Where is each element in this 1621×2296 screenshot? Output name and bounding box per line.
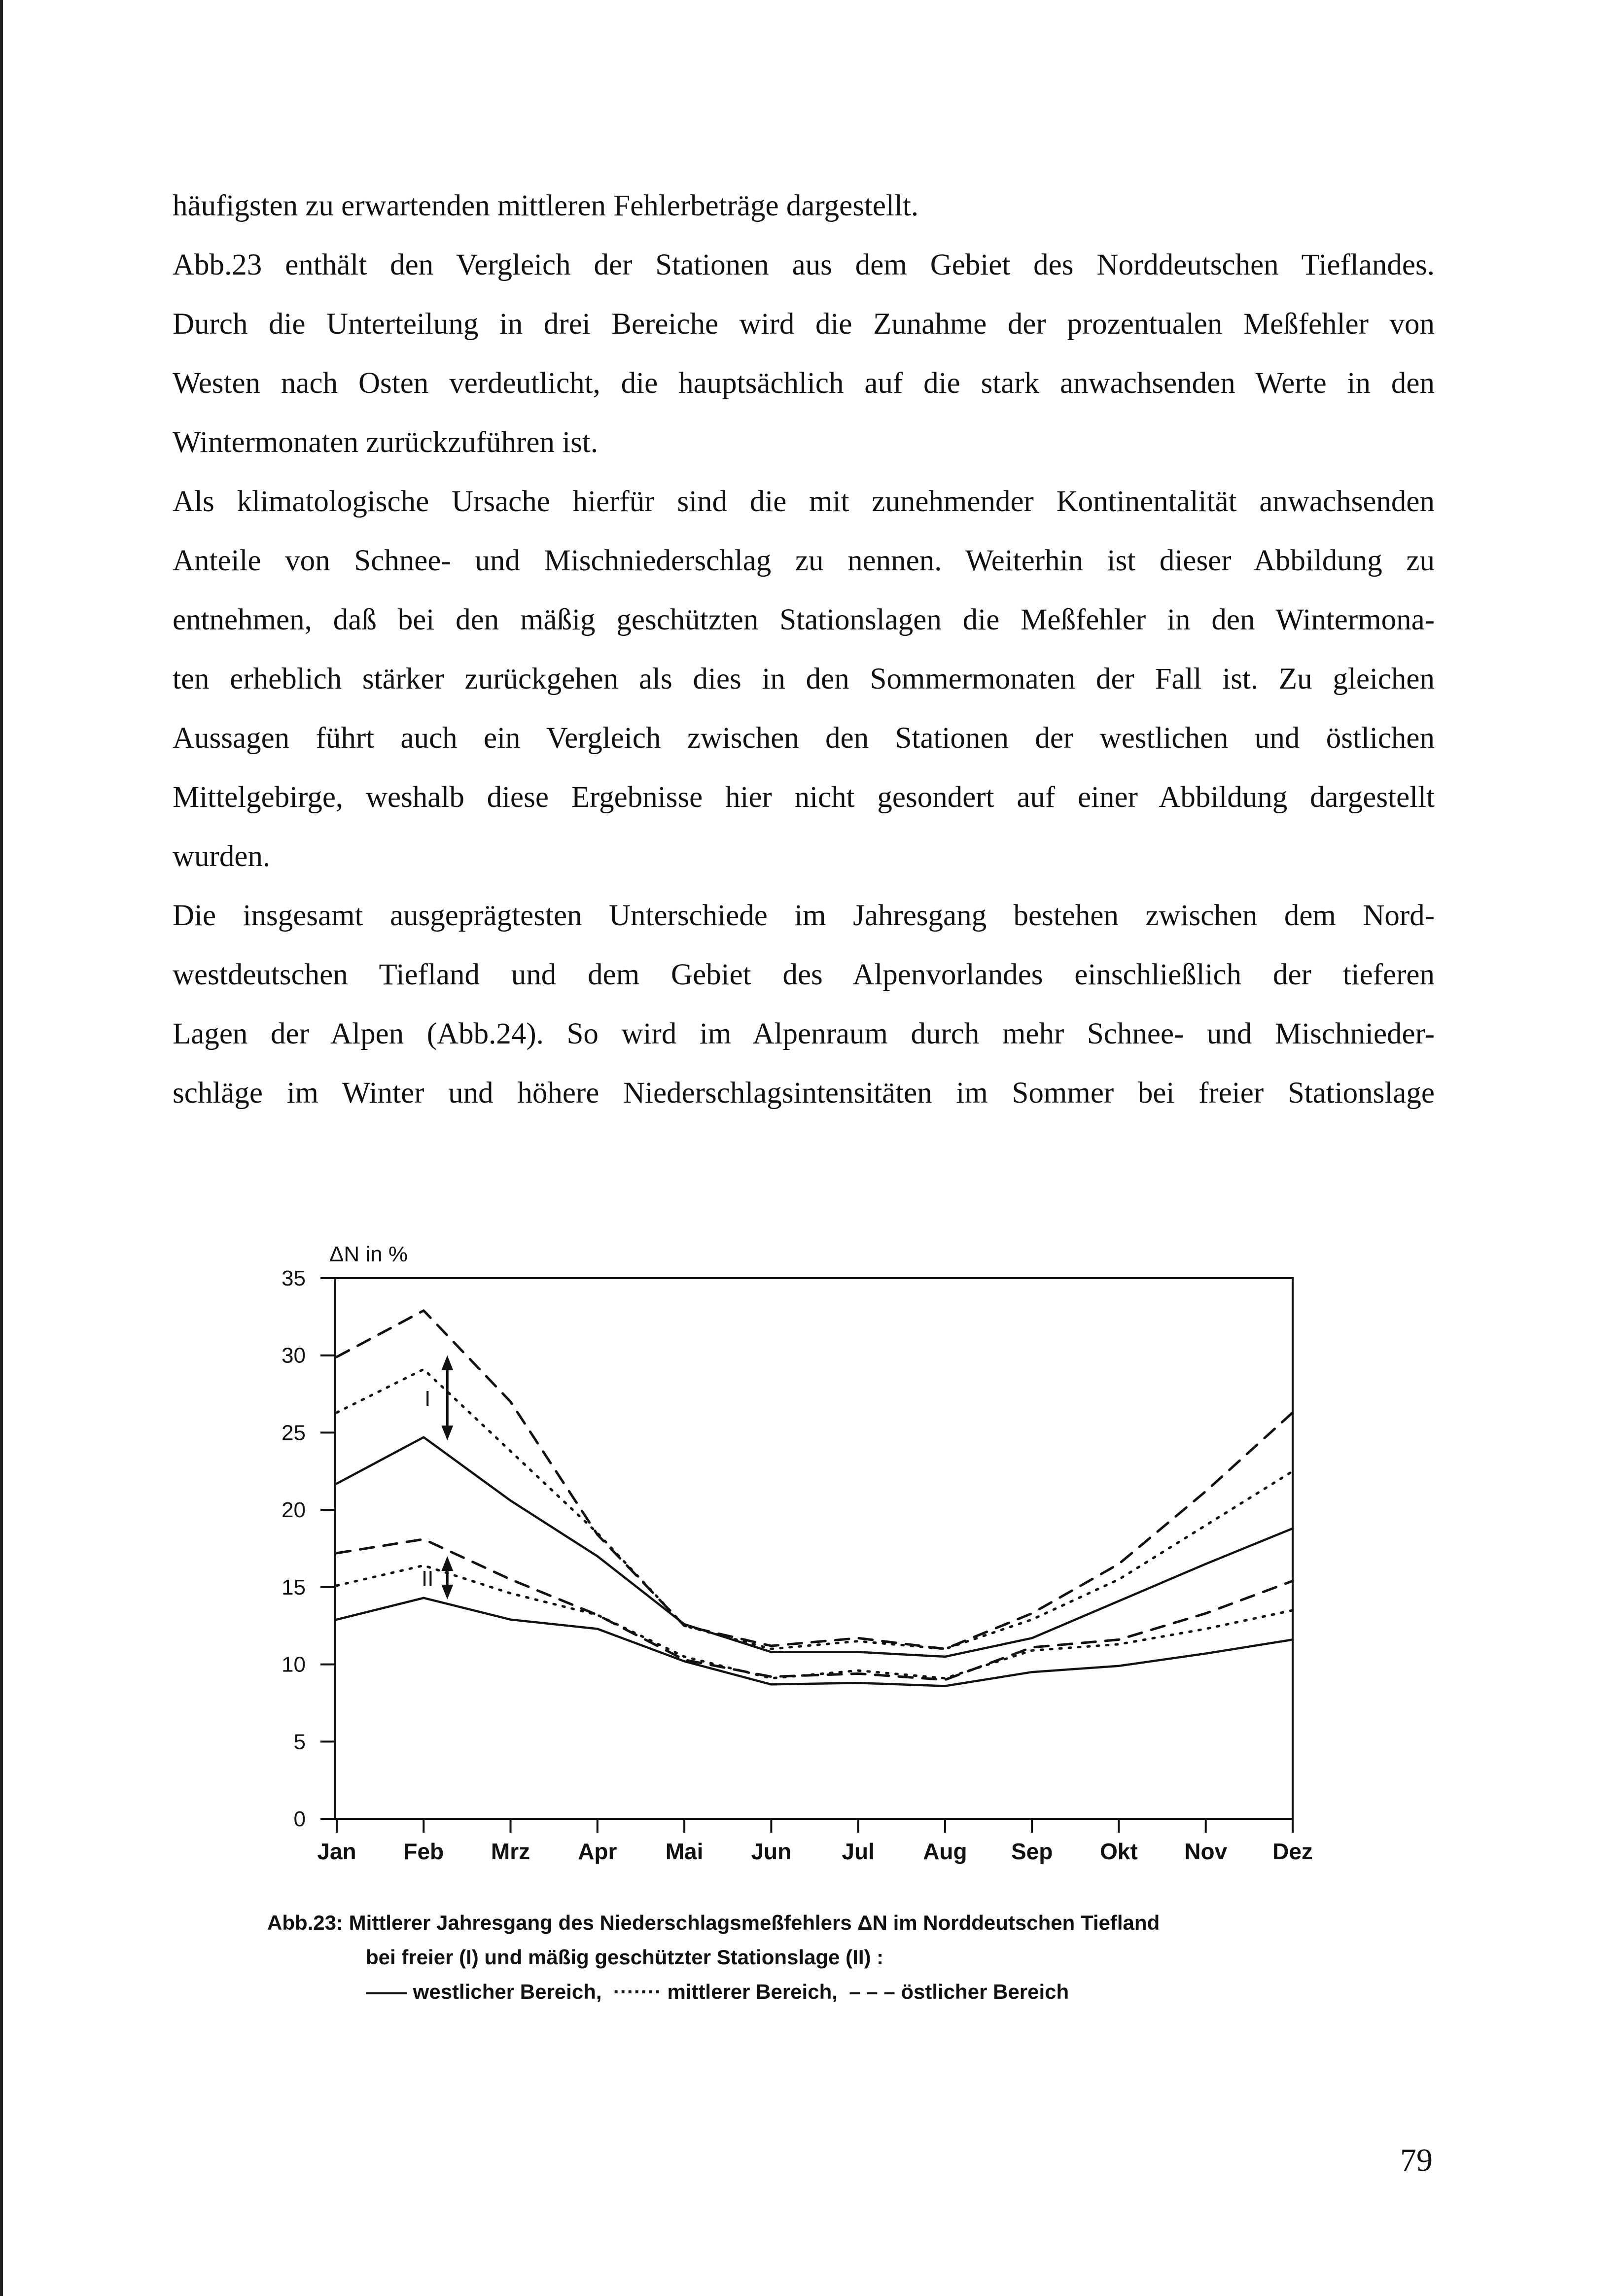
body-line: Aussagen führt auch ein Vergleich zwischen den Stationen der westlichen und östlichen bbox=[173, 722, 1435, 755]
x-tick-label: Mrz bbox=[491, 1839, 530, 1864]
caption-line-2: bei freier (I) und mäßig geschützter Stationslage (II) : bbox=[366, 1946, 884, 1969]
range-label-I: I bbox=[424, 1386, 431, 1411]
x-tick-label: Nov bbox=[1184, 1839, 1228, 1864]
y-axis-label: ΔN in % bbox=[329, 1242, 408, 1266]
arrow-head-up bbox=[441, 1556, 453, 1571]
y-tick-label: 0 bbox=[293, 1807, 306, 1831]
x-tick-label: Apr bbox=[578, 1839, 617, 1864]
legend-dotted-swatch: ······· bbox=[607, 1980, 662, 2003]
legend-east-label: östlicher Bereich bbox=[901, 1980, 1069, 2003]
body-line: entnehmen, daß bei den mäßig geschützten Stationslagen die Meßfehler in den Wintermona- bbox=[173, 603, 1435, 636]
y-tick-label: 30 bbox=[282, 1343, 306, 1368]
x-tick-label: Jun bbox=[751, 1839, 792, 1864]
figure-caption bbox=[267, 1906, 1303, 2009]
body-line: schläge im Winter und höhere Niederschlagsintensitäten im Sommer bei freier Stationslage bbox=[173, 1077, 1435, 1110]
body-line: Anteile von Schnee- und Mischniederschlag zu nennen. Weiterhin ist dieser Abbildung zu bbox=[173, 544, 1435, 577]
body-line: Wintermonaten zurückzuführen ist. bbox=[173, 426, 599, 459]
legend-solid-swatch: —— bbox=[366, 1980, 407, 2003]
x-tick-label: Feb bbox=[403, 1839, 444, 1864]
series-line-II-dashed bbox=[337, 1539, 1293, 1680]
body-line: ten erheblich stärker zurückgehen als dies in den Sommermonaten der Fall ist. Zu gleichen bbox=[173, 662, 1435, 696]
body-line: Lagen der Alpen (Abb.24). So wird im Alpenraum durch mehr Schnee- und Mischnieder- bbox=[173, 1017, 1435, 1050]
legend-dashed-swatch: – – – bbox=[843, 1980, 895, 2003]
y-tick-label: 15 bbox=[282, 1575, 306, 1600]
body-line: häufigsten zu erwartenden mittleren Fehlerbeträge dargestellt. bbox=[173, 189, 919, 222]
x-tick-label: Jul bbox=[842, 1839, 875, 1864]
chart-annotations bbox=[422, 1356, 453, 1600]
body-line: Abb.23 enthält den Vergleich der Stationen aus dem Gebiet des Norddeutschen Tieflandes. bbox=[173, 248, 1435, 281]
body-line: Durch die Unterteilung in drei Bereiche wird die Zunahme der prozentualen Meßfehler von bbox=[173, 308, 1435, 341]
chart-series bbox=[337, 1311, 1293, 1686]
x-tick-label: Dez bbox=[1272, 1839, 1313, 1864]
x-tick-label: Aug bbox=[923, 1839, 967, 1864]
caption-line-1: Abb.23: Mittlerer Jahresgang des Niederschlagsmeßfehlers ΔN im Norddeutschen Tiefland bbox=[267, 1911, 1160, 1934]
caption-legend bbox=[267, 1975, 1303, 2009]
arrow-head-down bbox=[441, 1426, 453, 1440]
y-tick-label: 5 bbox=[293, 1730, 306, 1754]
chart-axes bbox=[282, 1242, 1313, 1864]
x-tick-label: Mai bbox=[665, 1839, 704, 1864]
body-line: westdeutschen Tiefland und dem Gebiet des Alpenvorlandes einschließlich der tieferen bbox=[173, 958, 1435, 991]
x-tick-label: Sep bbox=[1011, 1839, 1053, 1864]
plot-frame bbox=[335, 1278, 1293, 1819]
arrow-head-up bbox=[441, 1356, 453, 1370]
body-line: wurden. bbox=[173, 840, 271, 873]
legend-west-label: westlicher Bereich, bbox=[413, 1980, 602, 2003]
page-number: 79 bbox=[1400, 2142, 1433, 2178]
body-line: Westen nach Osten verdeutlicht, die hauptsächlich auf die stark anwachsenden Werte in den bbox=[173, 367, 1435, 400]
body-line: Die insgesamt ausgeprägtesten Unterschiede im Jahresgang bestehen zwischen dem Nord- bbox=[173, 899, 1435, 932]
arrow-head-down bbox=[441, 1585, 453, 1600]
y-tick-label: 10 bbox=[282, 1652, 306, 1677]
y-tick-label: 35 bbox=[282, 1266, 306, 1290]
series-line-I-solid bbox=[337, 1437, 1293, 1657]
series-line-I-dotted bbox=[337, 1369, 1293, 1649]
y-tick-label: 20 bbox=[282, 1498, 306, 1523]
body-line: Mittelgebirge, weshalb diese Ergebnisse hier nicht gesondert auf einer Abbildung dargestellt bbox=[173, 781, 1435, 814]
legend-mid-label: mittlerer Bereich, bbox=[667, 1980, 838, 2003]
range-label-II: II bbox=[422, 1566, 434, 1591]
x-tick-label: Jan bbox=[317, 1839, 356, 1864]
y-tick-label: 25 bbox=[282, 1421, 306, 1445]
body-line: Als klimatologische Ursache hierfür sind die mit zunehmender Kontinentalität anwachsenden bbox=[173, 485, 1435, 518]
x-tick-label: Okt bbox=[1100, 1839, 1138, 1864]
